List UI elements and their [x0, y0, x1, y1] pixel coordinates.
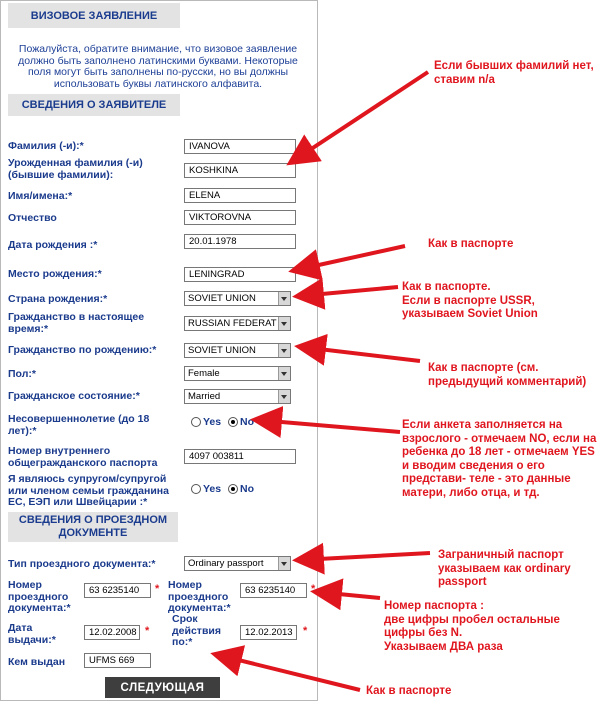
birth-citizenship-value: SOVIET UNION: [188, 345, 256, 356]
minor-no-label: No: [240, 416, 254, 428]
doc-number-repeat-label: Номер проездного документа:*: [168, 579, 231, 614]
note-birth-citizenship: Как в паспорте (см. предыдущий комментарий): [428, 362, 587, 388]
internal-passport-label: Номер внутреннего общегражданского паспорта: [8, 445, 158, 469]
section-applicant: СВЕДЕНИЯ О ЗАЯВИТЕЛЕ: [8, 94, 180, 116]
valid-until-input[interactable]: 12.02.2013: [240, 625, 297, 640]
birth-date-input[interactable]: 20.01.1978: [184, 234, 296, 249]
issued-by-input[interactable]: UFMS 669: [84, 653, 151, 668]
valid-until-label: Срок действия по:*: [172, 613, 221, 648]
note-surname: Если бывших фамилий нет, ставим n/a: [434, 60, 594, 86]
patronymic-input[interactable]: VIKTOROVNA: [184, 210, 296, 225]
first-name-label: Имя/имена:*: [8, 190, 73, 202]
minor-yes-label: Yes: [203, 416, 222, 428]
required-mark: *: [311, 583, 316, 595]
note-issued-by: Как в паспорте: [366, 685, 452, 697]
doc-type-value: Ordinary passport: [188, 558, 264, 569]
note-birth-place: Как в паспорте: [428, 238, 514, 250]
birth-country-value: SOVIET UNION: [188, 293, 256, 304]
birth-place-input[interactable]: LENINGRAD: [184, 267, 296, 282]
birth-citizenship-label: Гражданство по рождению:*: [8, 344, 157, 356]
marital-status-value: Married: [188, 391, 221, 402]
sex-label: Пол:*: [8, 368, 36, 380]
doc-type-label: Тип проездного документа:*: [8, 558, 156, 570]
surname-input[interactable]: IVANOVA: [184, 139, 296, 154]
patronymic-label: Отчество: [8, 212, 57, 224]
birth-surname-input[interactable]: KOSHKINA: [184, 163, 296, 178]
note-doc-type: Заграничный паспорт указываем как ordinary passport: [438, 549, 571, 588]
next-button[interactable]: СЛЕДУЮЩАЯ: [105, 677, 220, 698]
birth-country-label: Страна рождения:*: [8, 293, 108, 305]
note-doc-number: Номер паспорта : две цифры пробел остальные цифры без N. Указываем ДВА раза: [384, 600, 560, 653]
first-name-input[interactable]: ELENA: [184, 188, 296, 203]
surname-label: Фамилия (-и):*: [8, 140, 84, 152]
eu-spouse-label: Я являюсь супругом/супругой или членом семьи гражданина ЕС, ЕЭП или Швейцарии :*: [8, 473, 169, 508]
issued-by-label: Кем выдан: [8, 656, 66, 668]
note-birth-country: Как в паспорте. Если в паспорте USSR, указываем Soviet Union: [402, 281, 538, 320]
eu-spouse-no-label: No: [240, 483, 254, 495]
required-mark: *: [303, 625, 308, 637]
issue-date-input[interactable]: 12.02.2008: [84, 625, 140, 640]
required-mark: *: [155, 583, 160, 595]
doc-number-repeat-input[interactable]: 63 6235140: [240, 583, 307, 598]
internal-passport-input[interactable]: 4097 003811: [184, 449, 296, 464]
minor-label: Несовершеннолетие (до 18 лет):*: [8, 413, 150, 437]
marital-status-label: Гражданское состояние:*: [8, 390, 140, 402]
page-title: ВИЗОВОЕ ЗАЯВЛЕНИЕ: [8, 3, 180, 28]
sex-value: Female: [188, 368, 220, 379]
birth-place-label: Место рождения:*: [8, 268, 102, 280]
eu-spouse-yes-label: Yes: [203, 483, 222, 495]
current-citizenship-label: Гражданство в настоящее время:*: [8, 311, 145, 335]
doc-number-label: Номер проездного документа:*: [8, 579, 71, 614]
section-travel-doc: СВЕДЕНИЯ О ПРОЕЗДНОМ ДОКУМЕНТЕ: [8, 512, 178, 542]
current-citizenship-value: RUSSIAN FEDERAT: [188, 318, 277, 329]
doc-number-input[interactable]: 63 6235140: [84, 583, 151, 598]
birth-surname-label: Урожденная фамилия (-и) (бывшие фамилии):: [8, 157, 143, 181]
issue-date-label: Дата выдачи:*: [8, 622, 56, 646]
birth-date-label: Дата рождения :*: [8, 239, 98, 251]
info-text: Пожалуйста, обратите внимание, что визовое заявление должно быть заполнено латинскими буквами. Некоторые поля могут быть заполнены по-русски, но вы должны использовать буквы латинского алфавита.: [18, 43, 298, 90]
note-minor: Если анкета заполняется на взрослого - отмечаем NO, если на ребенка до 18 лет - отмечаем YES и вводим сведения о его представи- теле - это данные матери, либо отца, и тд.: [402, 419, 597, 499]
required-mark: *: [145, 625, 150, 637]
